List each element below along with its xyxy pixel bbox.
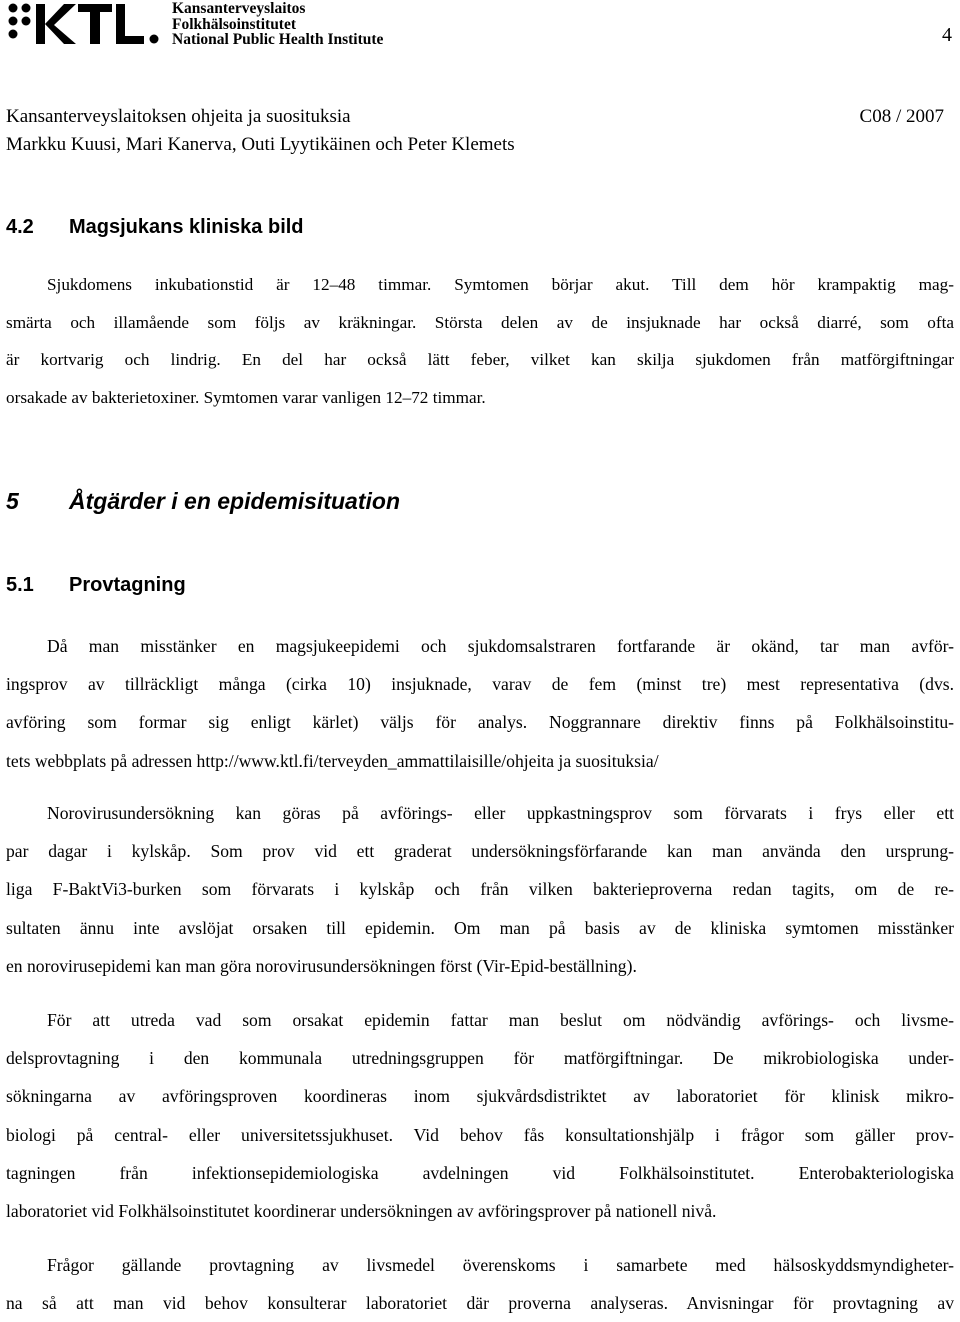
logo-line-2: Folkhälsoinstitutet: [172, 15, 297, 33]
text-line: en norovirusepidemi kan man göra norovirusundersökningen först (Vir-Epid-beställning).: [6, 955, 637, 976]
text-line: par dagar i kylskåp. Som prov vid ett graderat undersökningsförfarande kan man använda den ursprung-: [6, 841, 954, 862]
text-line: Då man misstänker en magsjukeepidemi och sjukdomsalstraren fortfarande är okänd, tar man avför-: [47, 636, 954, 656]
text-line: sultaten ännu inte avslöjat orsaken till epidemin. Om man på basis av de kliniska symtomen misstänker: [6, 917, 954, 938]
text-line: biologi på central- eller universitetssjukhuset. Vid behov fås konsultationshjälp i frågor som gäller prov-: [6, 1124, 954, 1145]
section-title: Åtgärder i en epidemisituation: [69, 488, 400, 514]
logo-line-1: Kansanterveyslaitos: [172, 0, 306, 17]
ktl-logo: [6, 2, 426, 50]
paragraph-5-1-b: [6, 794, 954, 985]
text-line: sökningarna av avföringsproven koordineras inom sjukvårdsdistriktet av laboratoriet för klinisk mikro-: [6, 1086, 954, 1107]
series-code: C08 / 2007: [859, 106, 944, 127]
text-line: ingsprov av tillräckligt många (cirka 10) insjuknade, varav de fem (minst tre) mest representativa (dvs.: [6, 674, 954, 695]
text-line: Norovirusundersökning kan göras på avförings- eller uppkastningsprov som förvarats i frys eller ett: [47, 803, 954, 823]
text-line: tets webbplats på adressen http://www.ktl.fi/terveyden_ammattilaisille/ohjeita ja suosituksia/: [6, 750, 659, 771]
paragraph-5-1-a: [6, 627, 954, 780]
paragraph-5-1-d: [6, 1246, 954, 1322]
authors: Markku Kuusi, Mari Kanerva, Outi Lyytikäinen och Peter Klemets: [6, 134, 515, 155]
section-heading-4-2: [6, 216, 304, 239]
text-line: avföring som formar sig enligt kärlet) väljs för analys. Noggrannare direktiv finns på Folkhälsoinstitu-: [6, 712, 954, 733]
section-title: Provtagning: [69, 574, 186, 596]
section-heading-5: [6, 488, 400, 515]
authors-line: [6, 134, 944, 156]
text-line: är kortvarig och lindrig. En del har också lätt feber, vilket kan skilja sjukdomen från matförgiftningar: [6, 350, 954, 370]
ktl-logo-mark: [6, 2, 166, 48]
text-line: orsakade av bakterietoxiner. Symtomen varar vanligen 12–72 timmar.: [6, 388, 486, 408]
text-line: delsprovtagning i den kommunala utredningsgruppen för matförgiftningar. De mikrobiologiska under-: [6, 1048, 954, 1069]
ktl-logo-text: [172, 1, 383, 48]
section-number: 5: [6, 488, 19, 514]
text-line: Frågor gällande provtagning av livsmedel överenskoms i samarbete med hälsoskyddsmyndigheter-: [47, 1255, 954, 1275]
series-title: Kansanterveyslaitoksen ohjeita ja suosituksia: [6, 106, 351, 127]
paragraph-5-1-c: [6, 1001, 954, 1230]
page-number: 4: [942, 24, 952, 46]
text-line: För att utreda vad som orsakat epidemin fattar man beslut om nödvändig avförings- och livsme-: [47, 1010, 954, 1030]
series-line: [6, 106, 944, 128]
text-line: liga F-BaktVi3-burken som förvarats i kylskåp och från vilken bakterieproverna redan tagits, om de re-: [6, 879, 954, 900]
text-line: smärta och illamående som följs av kräkningar. Största delen av de insjuknade har också diarré, som ofta: [6, 312, 954, 332]
text-line: tagningen från infektionsepidemiologiska avdelningen vid Folkhälsoinstitutet. Enterobakteriologiska: [6, 1162, 954, 1183]
paragraph-4-2: [6, 266, 954, 417]
logo-line-3: National Public Health Institute: [172, 31, 384, 48]
text-line: Sjukdomens inkubationstid är 12–48 timmar. Symtomen börjar akut. Till dem hör krampaktig mag-: [47, 275, 954, 294]
text-line: laboratoriet vid Folkhälsoinstitutet koordinerar undersökningen av avföringsprover på nationell nivå.: [6, 1201, 717, 1222]
section-number: 4.2: [6, 216, 34, 238]
text-line: na så att man vid behov konsulterar laboratoriet där proverna analyseras. Anvisningar för provtagning av: [6, 1293, 954, 1314]
section-heading-5-1: [6, 574, 186, 597]
section-number: 5.1: [6, 574, 34, 596]
section-title: Magsjukans kliniska bild: [69, 216, 304, 238]
